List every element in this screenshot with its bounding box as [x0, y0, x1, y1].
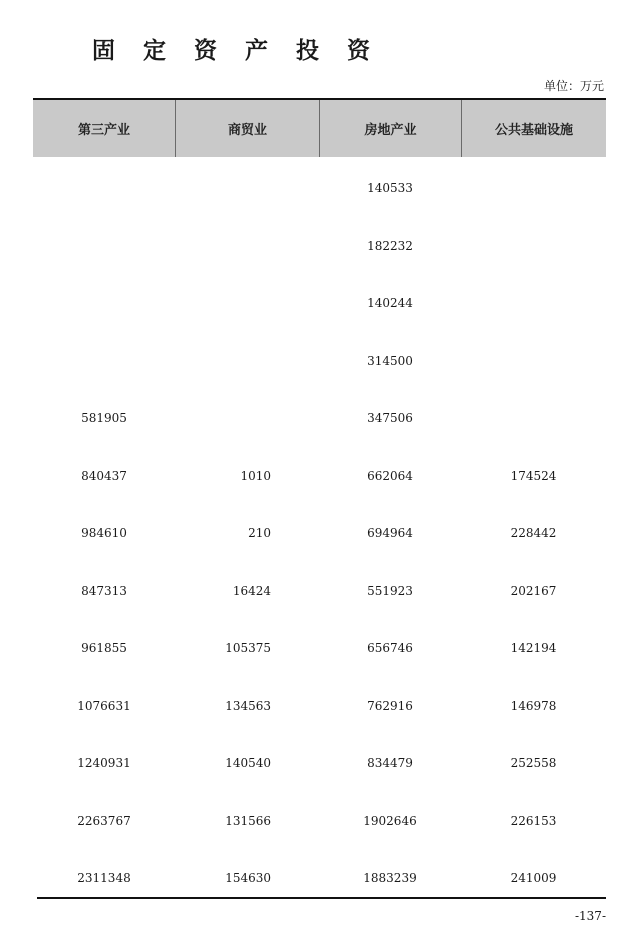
cell-public-infrastructure — [461, 157, 606, 215]
table-row — [33, 215, 606, 273]
unit-label: 单位：万元 — [543, 79, 604, 93]
cell-commerce — [175, 387, 319, 445]
table-row — [33, 675, 606, 733]
cell-real-estate: 834479 — [367, 756, 413, 771]
table-row — [33, 445, 606, 503]
cell-commerce: 105375 — [225, 641, 271, 656]
cell-commerce — [175, 272, 319, 330]
cell-real-estate: 140244 — [367, 296, 413, 311]
cell-public-infrastructure: 142194 — [510, 641, 557, 656]
cell-commerce: 140540 — [225, 756, 271, 771]
cell-real-estate: 1883239 — [363, 871, 417, 886]
cell-tertiary-industry — [33, 157, 175, 215]
cell-real-estate: 762916 — [367, 698, 413, 713]
cell-commerce: 134563 — [225, 698, 271, 713]
cell-real-estate: 551923 — [367, 583, 413, 598]
table-row — [33, 330, 606, 388]
cell-tertiary-industry — [33, 215, 175, 273]
cell-tertiary-industry: 961855 — [81, 641, 127, 656]
column-header-real-estate: 房地产业 — [319, 100, 461, 157]
cell-public-infrastructure: 228442 — [510, 526, 557, 541]
table-row — [33, 732, 606, 790]
table-row — [33, 502, 606, 560]
cell-tertiary-industry: 984610 — [81, 526, 127, 541]
cell-public-infrastructure: 174524 — [510, 468, 557, 483]
cell-commerce — [175, 157, 319, 215]
cell-commerce — [175, 330, 319, 388]
table-row — [33, 272, 606, 330]
cell-commerce: 210 — [248, 526, 271, 541]
cell-real-estate: 140533 — [367, 181, 413, 196]
cell-tertiary-industry: 840437 — [81, 468, 127, 483]
page-title: 固 定 资 产 投 资 — [92, 37, 381, 64]
cell-public-infrastructure: 202167 — [510, 583, 557, 598]
table-row — [33, 560, 606, 618]
cell-real-estate: 1902646 — [363, 813, 417, 828]
cell-real-estate: 314500 — [367, 353, 413, 368]
cell-commerce: 1010 — [240, 468, 271, 483]
cell-real-estate: 662064 — [367, 468, 413, 483]
table-bottom-rule — [37, 897, 606, 899]
cell-tertiary-industry: 1076631 — [77, 698, 131, 713]
cell-tertiary-industry: 2311348 — [77, 871, 131, 886]
table-header — [33, 100, 606, 157]
cell-real-estate: 182232 — [367, 238, 413, 253]
cell-public-infrastructure: 146978 — [510, 698, 557, 713]
cell-tertiary-industry: 581905 — [81, 411, 127, 426]
table-row — [33, 387, 606, 445]
table-row — [33, 157, 606, 215]
table-row — [33, 847, 606, 905]
cell-tertiary-industry: 2263767 — [77, 813, 131, 828]
cell-tertiary-industry — [33, 272, 175, 330]
cell-tertiary-industry — [33, 330, 175, 388]
cell-commerce: 16424 — [232, 583, 271, 598]
cell-public-infrastructure — [461, 272, 606, 330]
cell-commerce: 154630 — [225, 871, 271, 886]
cell-public-infrastructure — [461, 215, 606, 273]
cell-real-estate: 656746 — [367, 641, 413, 656]
cell-real-estate: 694964 — [367, 526, 413, 541]
table-row — [33, 617, 606, 675]
column-header-public-infrastructure: 公共基础设施 — [461, 100, 606, 157]
cell-public-infrastructure: 241009 — [510, 871, 557, 886]
cell-tertiary-industry: 1240931 — [77, 756, 131, 771]
cell-commerce: 131566 — [225, 813, 271, 828]
table-row — [33, 790, 606, 848]
cell-commerce — [175, 215, 319, 273]
cell-public-infrastructure — [461, 330, 606, 388]
cell-real-estate: 347506 — [367, 411, 413, 426]
page-number: -137- — [574, 909, 606, 923]
cell-public-infrastructure — [461, 387, 606, 445]
column-header-commerce: 商贸业 — [175, 100, 319, 157]
cell-public-infrastructure: 226153 — [510, 813, 557, 828]
cell-public-infrastructure: 252558 — [510, 756, 557, 771]
table-body — [33, 157, 606, 905]
cell-tertiary-industry: 847313 — [81, 583, 127, 598]
column-header-tertiary-industry: 第三产业 — [77, 123, 130, 138]
